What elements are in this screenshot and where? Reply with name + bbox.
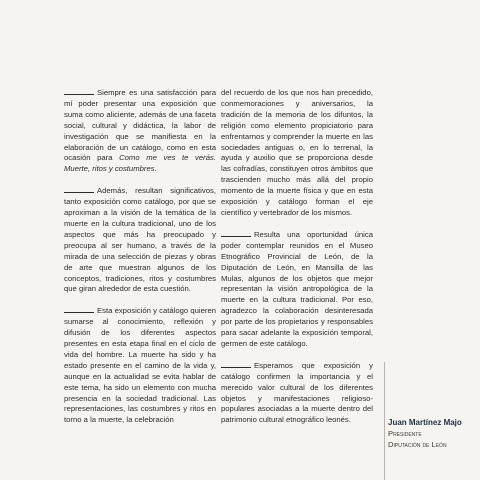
- paragraph-rule: [64, 312, 94, 313]
- paragraph-rule: [221, 236, 251, 237]
- text-column-right: [221, 88, 373, 437]
- paragraph: Esta exposición y catálogo quieren sumarse al conocimiento, reflexión y difusión de los diferentes aspectos presentes en esta etapa final en el ciclo de vida del hombre. La muerte ha sido y ha estado presente en el camino de la vida y, aunque en la actualidad se evita hablar de este tema, ha sido un elemento con mucha presencia en la sociedad tradicional. Las representaciones, las costumbres y ritos en torno a la muerte, la celebración: [64, 306, 216, 425]
- paragraph: del recuerdo de los que nos han precedido, conmemoraciones y aniversarios, la tradición de la memoria de los difuntos, la religión como elemento propiciatorio para enfrentarnos y comprender la muerte en las sociedades antiguas o, en lo terrenal, la ayuda y auxilio que se proporciona desde las cofradías, constituyen otros ámbitos que trascienden mucho más allá del propio momento de la muerte física y que en esta exposición y catálogo forman el eje científico y vertebrador de los mismos.: [221, 88, 373, 217]
- paragraph-rule: [64, 94, 94, 95]
- signatory-role: Presidente: [388, 429, 422, 438]
- signatory-organization: Diputación de León: [388, 440, 447, 449]
- paragraph: Además, resultan significativos, tanto exposición como catálogo, por que se aproximan a la visión de la temática de la muerte en la cultura tradicional, uno de los aspectos que más ha preocupado y preocupa al ser humano, a través de la mirada de una selección de piezas y obras de arte que muestran algunos de los conceptos, tradiciones, ritos y costumbres que giran alrededor de esta cuestión.: [64, 186, 216, 294]
- signature-block: [388, 417, 478, 450]
- exhibition-title: Como me ves te verás. Muerte, ritos y costumbres: [64, 153, 216, 174]
- signatory-name: Juan Martínez Majo: [388, 418, 462, 427]
- paragraph-rule: [221, 367, 251, 368]
- paragraph: Resulta una oportunidad única poder contemplar reunidos en el Museo Etnográfico Provincial de León, de la Diputación de León, en Mansilla de las Mulas, algunos de los objetos que mejor representan la visión antropológica de la muerte en la cultura tradicional. Por eso, agradezco la colaboración desinteresada por parte de los propietarios y responsables para sacar adelante la exposición temporal, germen de este catálogo.: [221, 229, 373, 348]
- vertical-divider: [384, 362, 385, 480]
- paragraph: Siempre es una satisfacción para mí poder presentar una exposición que suma como aliciente, además de una faceta social, cultural y didáctica, la labor de investigación que se manifiesta en la elaboración de un catálogo, como en esta ocasión para Como me ves te verás. Muerte, ritos y costumbres.: [64, 88, 216, 174]
- paragraph-rule: [64, 192, 94, 193]
- paragraph: Esperamos que exposición y catálogo confirmen la importancia y el merecido valor cultural de los diferentes objetos y manifestaciones religioso-populares asociadas a la muerte dentro del patrimonio cultural etnográfico leonés.: [221, 360, 373, 425]
- text-column-left: [64, 88, 216, 437]
